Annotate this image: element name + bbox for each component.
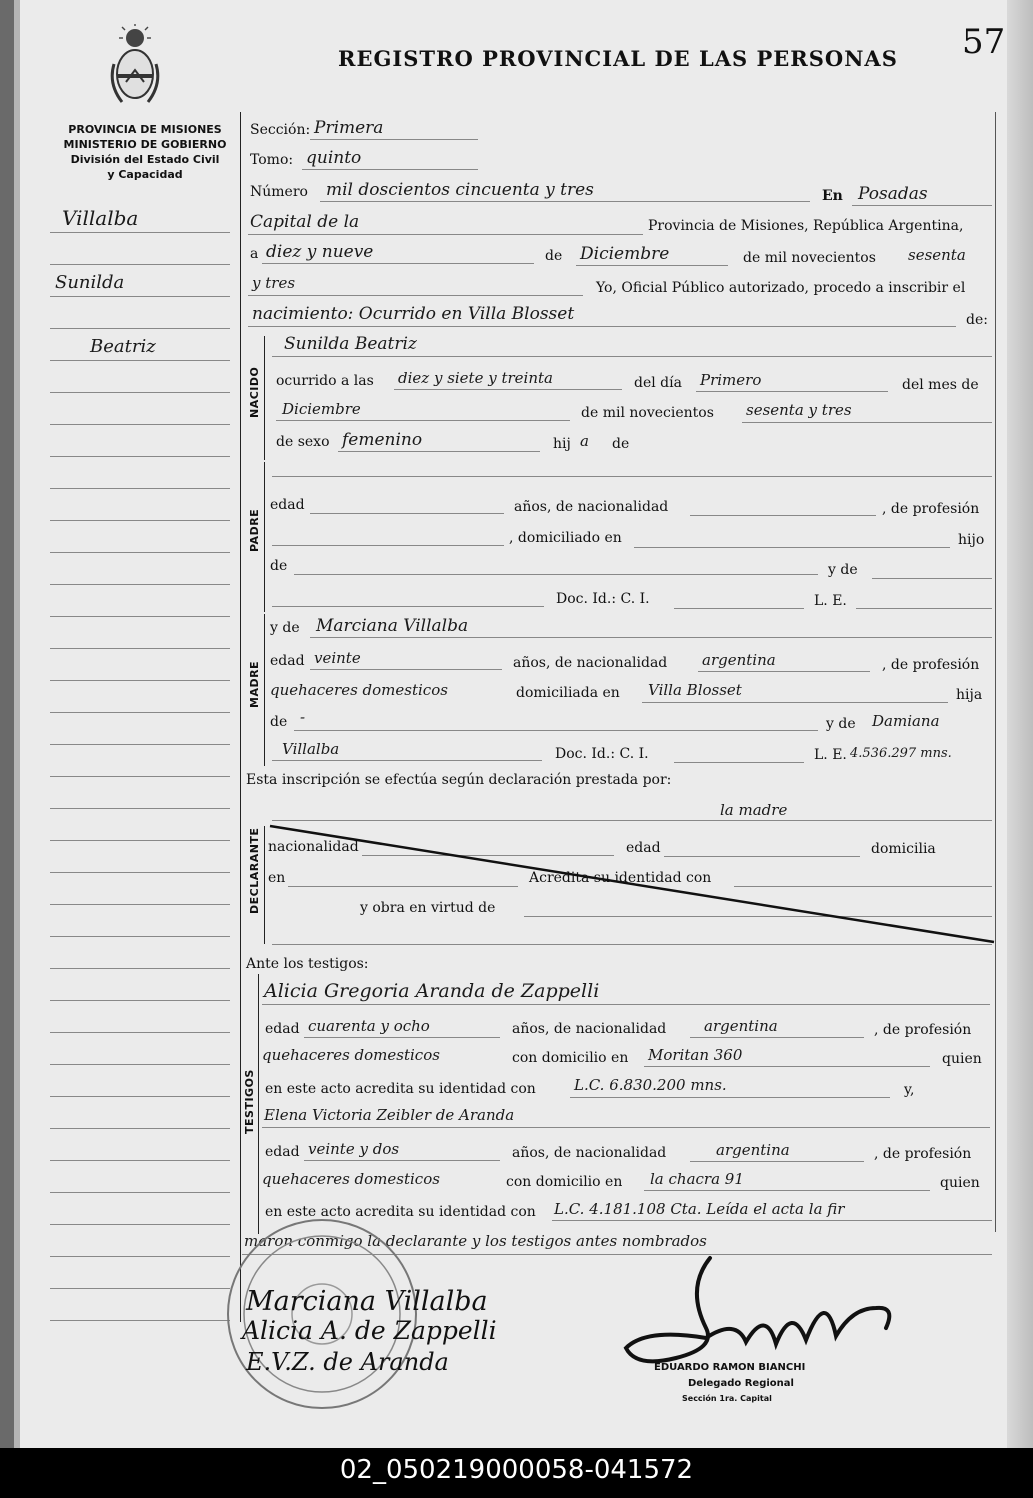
t1-edad-label: edad (265, 1021, 300, 1037)
madre-le-value: 4.536.297 mns. (850, 746, 952, 761)
margin-ruled-line (50, 936, 230, 937)
page-title: REGISTRO PROVINCIAL DE LAS PERSONAS (338, 46, 898, 71)
en-value: Posadas (858, 184, 928, 204)
margin-ruled-line (50, 232, 230, 233)
margin-name2: Beatriz (90, 336, 156, 357)
t1-nac-label: años, de nacionalidad (512, 1021, 667, 1037)
margin-ruled-line (50, 712, 230, 713)
t1-y-label: y, (904, 1082, 915, 1098)
numero-value: mil doscientos cincuenta y tres (326, 180, 594, 200)
margin-ruled-line (50, 264, 230, 265)
padre-hijo-label: hijo (958, 532, 985, 548)
oficial-text: Yo, Oficial Público autorizado, procedo a inscribir el (596, 280, 966, 296)
margin-ruled-line (50, 520, 230, 521)
firma-testigo1: Alicia A. de Zappelli (242, 1316, 497, 1345)
madre-de-madre: Damiana (872, 712, 940, 730)
fecha-dia: diez y nueve (266, 242, 374, 262)
right-border (995, 112, 996, 1232)
seccion-label: Sección: (250, 122, 311, 138)
margin-ruled-line (50, 1288, 230, 1289)
testigos-side-label: TESTIGOS (243, 1069, 256, 1134)
firma-madre: Marciana Villalba (246, 1286, 488, 1317)
t2-edad-label: edad (265, 1144, 300, 1160)
margin-ruled-line (50, 424, 230, 425)
tomo-value: quinto (306, 148, 362, 168)
madre-nac-label: años, de nacionalidad (513, 655, 668, 671)
madre-de-label: de (270, 714, 288, 730)
declarante-nac-label: nacionalidad (268, 839, 359, 855)
book-binding (0, 0, 14, 1448)
t2-documento: L.C. 4.181.108 Cta. Leída el acta la fir (554, 1200, 845, 1218)
margin-ruled-line (50, 1160, 230, 1161)
t1-quien-label: quien (942, 1051, 982, 1067)
firma-testigo2: E.V.Z. de Aranda (246, 1348, 449, 1376)
testigos-bracket (258, 974, 259, 1234)
margin-ruled-line (50, 552, 230, 553)
declaracion-por: la madre (720, 801, 788, 819)
madre-doc-label: Doc. Id.: C. I. (555, 746, 649, 762)
madre-side-label: MADRE (248, 660, 261, 708)
madre-edad-label: edad (270, 653, 305, 669)
margin-ruled-line (50, 328, 230, 329)
margin-ruled-line (50, 1000, 230, 1001)
nacido-bracket (264, 336, 265, 460)
declarante-acredita-label: Acredita su identidad con (529, 870, 712, 886)
margin-ruled-line (50, 296, 230, 297)
margin-ruled-line (50, 680, 230, 681)
seccion-value: Primera (314, 118, 384, 138)
en-label: En (822, 188, 843, 204)
margin-surname: Villalba (62, 206, 139, 230)
declarante-domicilia-label: domicilia (871, 841, 936, 857)
nacido-nombre: Sunilda Beatriz (284, 334, 417, 354)
t2-nac-label: años, de nacionalidad (512, 1145, 667, 1161)
mes-label: del mes de (902, 377, 979, 393)
margin-ruled-line (50, 872, 230, 873)
margin-ruled-line (50, 648, 230, 649)
t2-edad: veinte y dos (308, 1140, 400, 1158)
declarante-bracket (264, 826, 265, 944)
madre-dom-label: domiciliada en (516, 685, 620, 701)
dia-value: Primero (700, 371, 762, 389)
margin-ruled-line (50, 456, 230, 457)
dia-label: del día (634, 375, 682, 391)
margin-ruled-line (50, 1256, 230, 1257)
declarante-obra-label: y obra en virtud de (360, 900, 496, 916)
madre-y-de-label: y de (270, 620, 300, 636)
fecha-mes: Diciembre (580, 244, 670, 264)
nacimiento-text: nacimiento: Ocurrido en Villa Blosset (252, 304, 575, 324)
page-edge (1007, 0, 1033, 1448)
oficial-cargo: Delegado Regional (688, 1378, 794, 1389)
padre-doc-label: Doc. Id.: C. I. (556, 591, 650, 607)
nacido-side-label: NACIDO (248, 366, 261, 418)
institution-line: MINISTERIO DE GOBIERNO (63, 138, 227, 151)
de-colon-label: de: (966, 312, 988, 328)
margin-ruled-line (50, 584, 230, 585)
madre-de-value: - (300, 708, 306, 726)
margin-ruled-line (50, 1192, 230, 1193)
hij-label: hij (553, 436, 571, 452)
padre-bracket (264, 462, 265, 612)
institution-line: y Capacidad (107, 168, 183, 181)
madre-bracket (264, 614, 265, 766)
padre-side-label: PADRE (248, 508, 261, 552)
padre-nac-label: años, de nacionalidad (514, 499, 669, 515)
margin-ruled-line (50, 968, 230, 969)
madre-y-de2-label: y de (826, 716, 856, 732)
hora-value: diez y siete y treinta (398, 369, 553, 387)
sexo-label: de sexo (276, 434, 330, 450)
madre-hija-label: hija (956, 687, 983, 703)
t1-profesion: quehaceres domesticos (262, 1046, 440, 1064)
padre-prof-label: , de profesión (882, 501, 980, 517)
t1-dom-label: con domicilio en (512, 1050, 629, 1066)
page-number: 57 (962, 22, 1006, 62)
cancel-strike-line (268, 820, 998, 946)
hij-suffix: a (580, 432, 589, 450)
oficial-lugar: Sección 1ra. Capital (682, 1394, 772, 1403)
padre-dom-label: , domiciliado en (509, 530, 622, 546)
t2-nacionalidad: argentina (716, 1141, 790, 1159)
declarante-en-label: en (268, 870, 286, 886)
mil-label: de mil novecientos (581, 405, 714, 421)
nacido-de-label: de (612, 436, 630, 452)
margin-ruled-line (50, 616, 230, 617)
t2-acredita-label: en este acto acredita su identidad con (265, 1204, 536, 1220)
t1-domicilio: Moritan 360 (648, 1046, 743, 1064)
t1-documento: L.C. 6.830.200 mns. (574, 1076, 727, 1094)
t1-nacionalidad: argentina (704, 1017, 778, 1035)
margin-ruled-line (50, 776, 230, 777)
anio-value: sesenta y tres (746, 401, 852, 419)
numero-label: Número (250, 184, 308, 200)
margin-ruled-line (50, 808, 230, 809)
madre-edad: veinte (314, 649, 361, 667)
provincia-text: Provincia de Misiones, República Argentina, (648, 218, 964, 234)
madre-profesion: quehaceres domesticos (270, 681, 448, 699)
madre-nacionalidad: argentina (702, 651, 776, 669)
margin-ruled-line (50, 488, 230, 489)
margin-ruled-line (50, 1096, 230, 1097)
institution-line: PROVINCIA DE MISIONES (68, 123, 222, 136)
testigo2-nombre: Elena Victoria Zeibler de Aranda (264, 1106, 515, 1124)
t2-quien-label: quien (940, 1175, 980, 1191)
fecha-anio2: y tres (252, 274, 296, 292)
t2-dom-label: con domicilio en (506, 1174, 623, 1190)
madre-prof-label: , de profesión (882, 657, 980, 673)
t2-domicilio: la chacra 91 (650, 1170, 744, 1188)
mes-value: Diciembre (282, 400, 361, 418)
margin-ruled-line (50, 392, 230, 393)
a-label: a (250, 246, 259, 262)
fecha-anio1: sesenta (908, 246, 966, 264)
padre-edad-label: edad (270, 497, 305, 513)
oficial-nombre: EDUARDO RAMON BIANCHI (654, 1362, 806, 1373)
t1-acredita-label: en este acto acredita su identidad con (265, 1081, 536, 1097)
capital-value: Capital de la (250, 212, 360, 232)
margin-ruled-line (50, 1128, 230, 1129)
madre-domicilio: Villa Blosset (648, 681, 742, 699)
margin-ruled-line (50, 360, 230, 361)
padre-le-label: L. E. (814, 593, 847, 609)
de-label: de (545, 248, 563, 264)
margin-ruled-line (50, 904, 230, 905)
madre-le-label: L. E. (814, 747, 847, 763)
tomo-label: Tomo: (250, 152, 294, 168)
sexo-value: femenino (342, 430, 423, 450)
cierre-text: maron conmigo la declarante y los testigos antes nombrados (244, 1232, 707, 1250)
margin-ruled-line (50, 840, 230, 841)
mil-novecientos-text: de mil novecientos (743, 250, 876, 266)
madre-de-madre2: Villalba (282, 740, 340, 758)
declarante-side-label: DECLARANTE (248, 827, 261, 914)
institution-block (50, 122, 240, 182)
t2-profesion: quehaceres domesticos (262, 1170, 440, 1188)
institution-line: División del Estado Civil (70, 153, 220, 166)
madre-nombre: Marciana Villalba (316, 616, 469, 636)
margin-name1: Sunilda (55, 272, 125, 293)
margin-divider (240, 112, 241, 1322)
margin-ruled-line (50, 744, 230, 745)
declarante-edad-label: edad (626, 840, 661, 856)
testigos-ante-label: Ante los testigos: (246, 956, 369, 972)
t1-edad: cuarenta y ocho (308, 1017, 430, 1035)
padre-de-label: de (270, 558, 288, 574)
testigo1-nombre: Alicia Gregoria Aranda de Zappelli (264, 980, 600, 1002)
image-id-footer: 02_050219000058-041572 (0, 1448, 1033, 1498)
padre-y-de-label: y de (828, 562, 858, 578)
book-binding-shadow (14, 0, 20, 1448)
declaracion-text: Esta inscripción se efectúa según declaración prestada por: (246, 772, 672, 788)
margin-ruled-line (50, 1064, 230, 1065)
t2-prof-label: , de profesión (874, 1146, 972, 1162)
ocurrido-label: ocurrido a las (276, 373, 374, 389)
t1-prof-label: , de profesión (874, 1022, 972, 1038)
margin-ruled-line (50, 1032, 230, 1033)
coat-of-arms-icon (108, 24, 162, 108)
margin-ruled-line (50, 1320, 230, 1321)
margin-ruled-line (50, 1224, 230, 1225)
